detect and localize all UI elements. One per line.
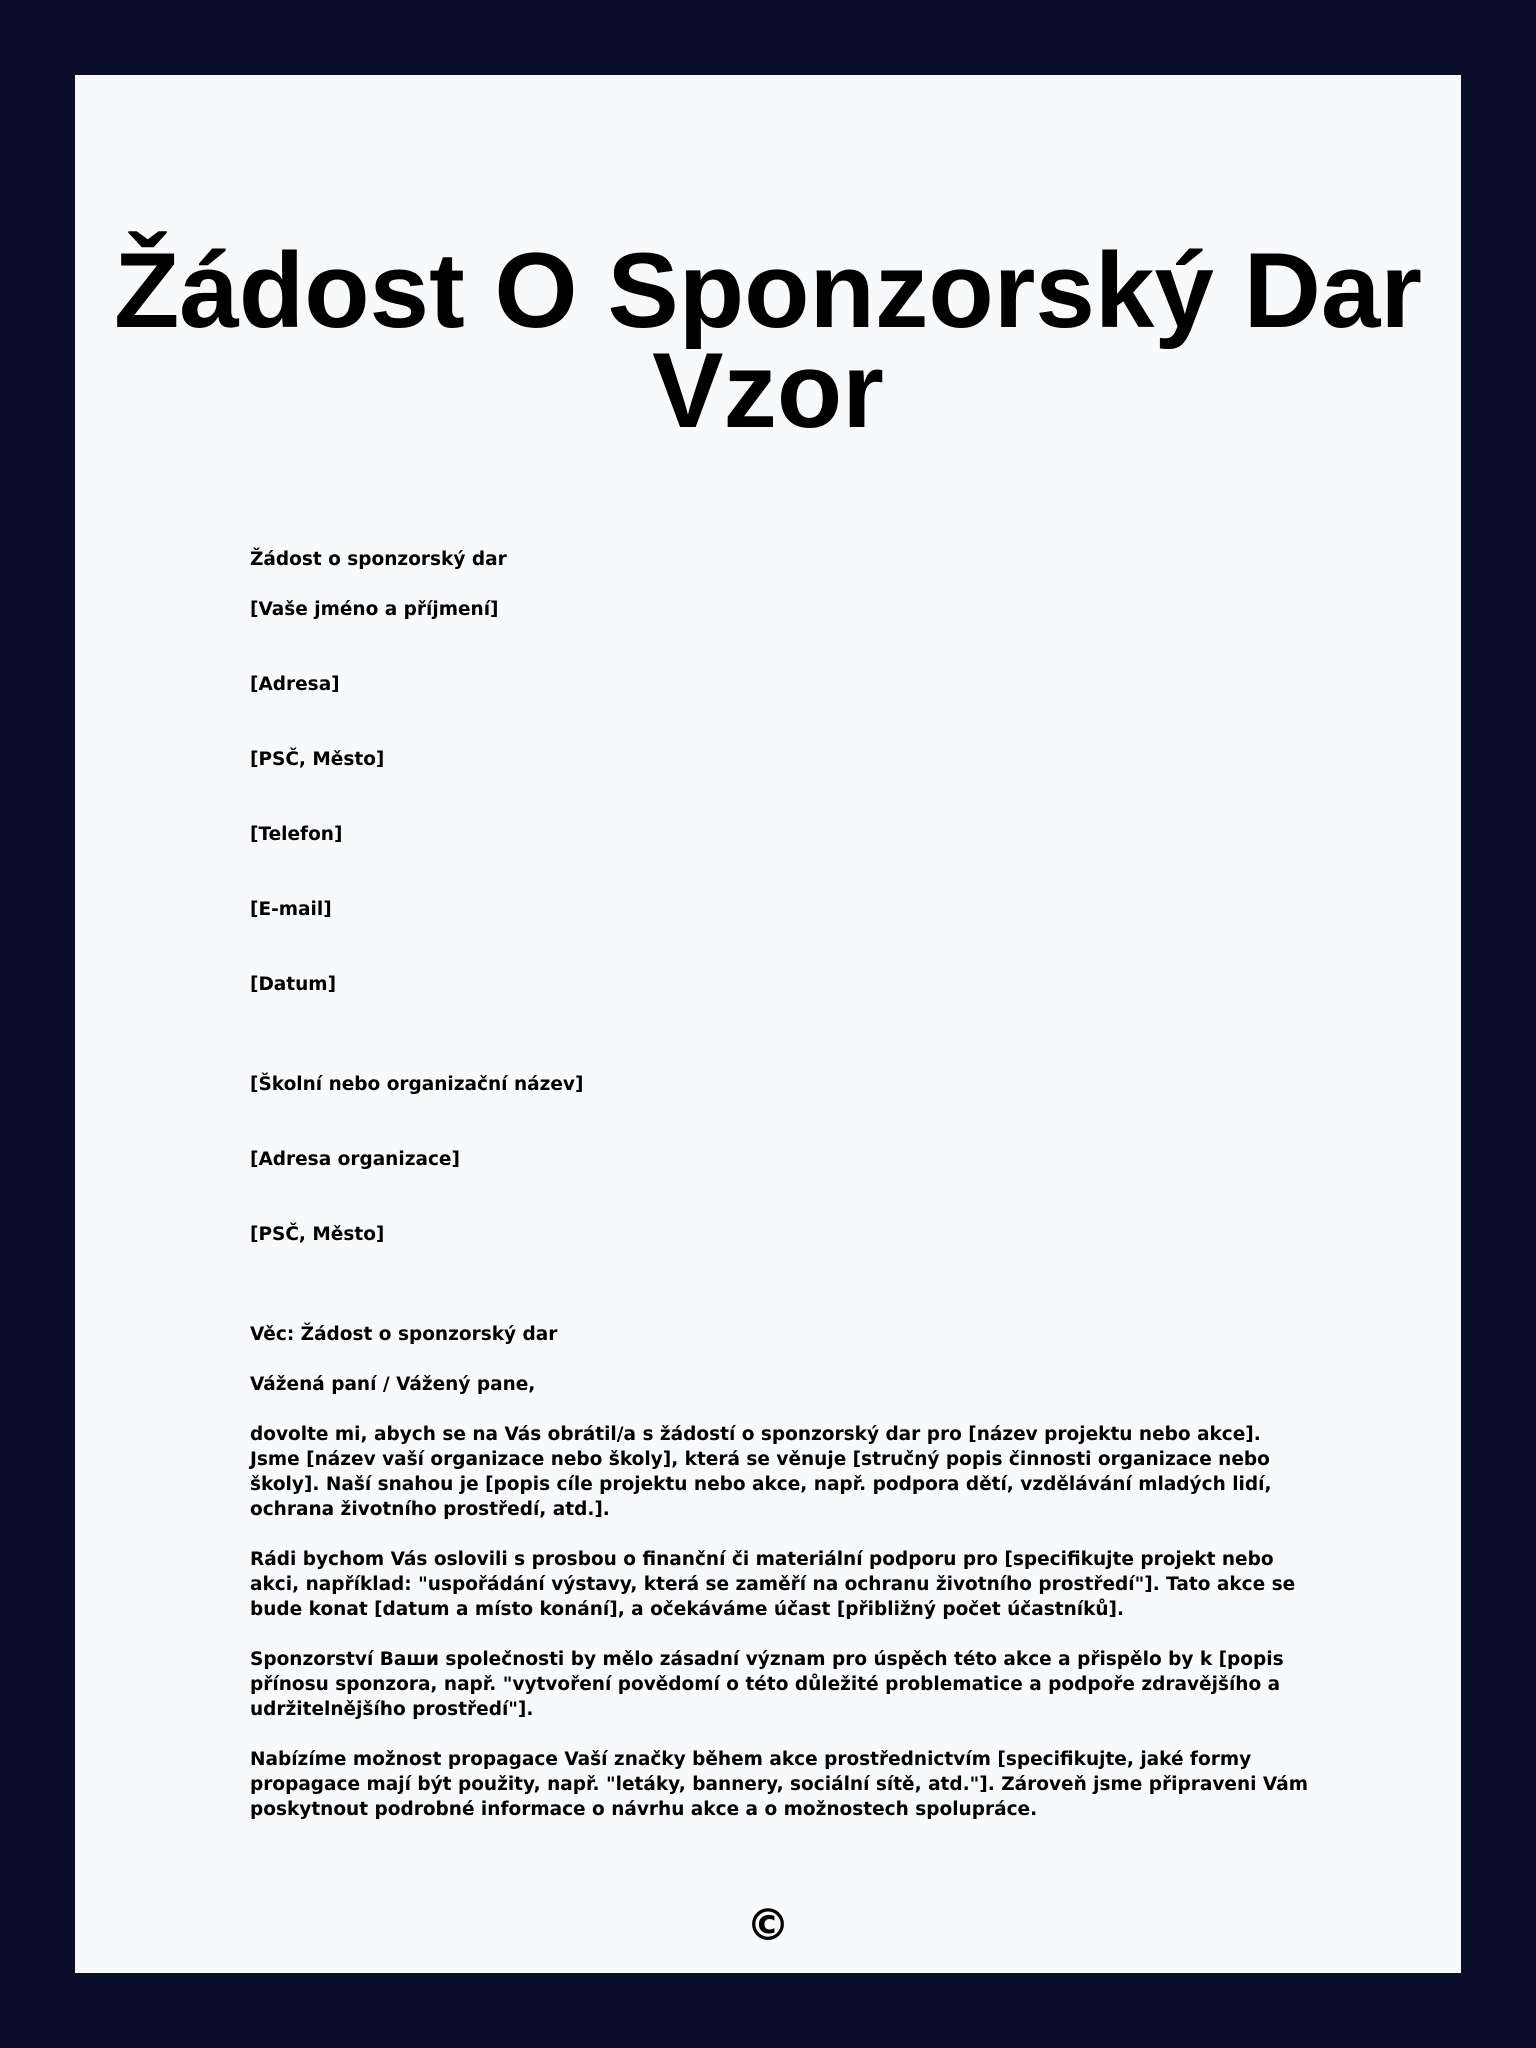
document-title: Žádost O Sponzorský Dar Vzor [113,230,1423,450]
copyright-icon: © [746,1900,790,1951]
sender-postal-city: [PSČ, Město] [250,749,385,770]
letter-date: [Datum] [250,974,337,995]
sender-phone: [Telefon] [250,824,343,845]
letter-subject: Věc: Žádost o sponzorský dar [250,1324,558,1345]
letter-paragraph: Sponzorství Ваши společnosti by mělo zásadní význam pro úspěch této akce a přispělo by k [popis přínosu sponzora, např. "vytvoření povědomí o této důležité problematice a podpoře zdravějšího a udržitelnějšího prostředí"]. [250,1649,1284,1720]
letter-salutation: Vážená paní / Vážený pane, [250,1374,536,1395]
sender-email: [E-mail] [250,899,332,920]
sender-name: [Vaše jméno a příjmení] [250,599,499,620]
sender-address: [Adresa] [250,674,340,695]
recipient-name: [Školní nebo organizační název] [250,1074,584,1095]
recipient-postal-city: [PSČ, Město] [250,1224,385,1245]
letter-paragraph: dovolte mi, abych se na Vás obrátil/a s žádostí o sponzorský dar pro [název projektu nebo akce]. Jsme [název vaší organizace nebo školy], která se věnuje [stručný popis činnosti organizace nebo školy]. Naší snahou je [popis cíle projektu nebo akce, např. podpora dětí, vzdělávání mladých lidí, ochrana životního prostředí, atd.]. [250,1424,1272,1520]
letter-paragraph: Nabízíme možnost propagace Vaší značky během akce prostřednictvím [specifikujte, jaké formy propagace mají být použity, např. "letáky, bannery, sociální sítě, atd."]. Zároveň jsme připraveni Vám poskytnout podrobné informace o návrhu akce a o možnostech spolupráce. [250,1749,1308,1820]
recipient-address: [Adresa organizace] [250,1149,460,1170]
letter-paragraph: Rádi bychom Vás oslovili s prosbou o finanční či materiální podporu pro [specifikujte projekt nebo akci, například: "uspořádání výstavy, která se zaměří na ochranu životního prostředí"]. Tato akce se bude konat [datum a místo konání], a očekáváme účast [přibližný počet účastníků]. [250,1549,1296,1620]
document-page [75,75,1461,1973]
letter-heading: Žádost o sponzorský dar [250,549,507,570]
